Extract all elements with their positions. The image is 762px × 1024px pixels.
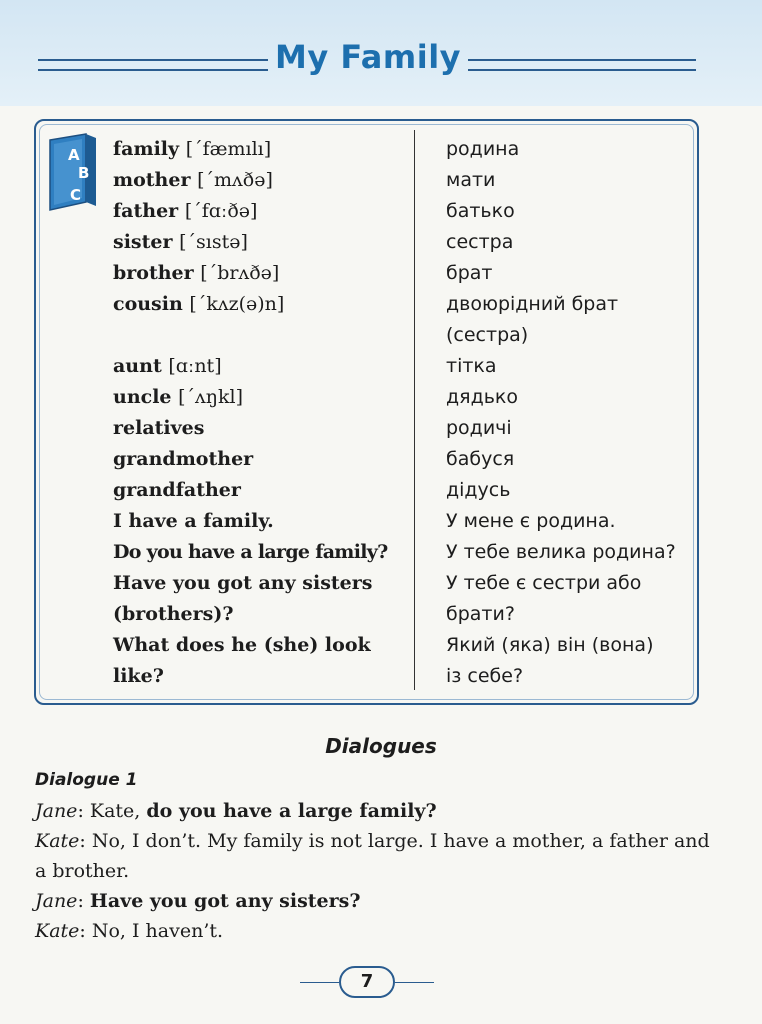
icon-letter-c: C bbox=[70, 186, 82, 204]
line-text-bold: do you have a large family? bbox=[146, 800, 437, 822]
line-text-bold: Have you got any sisters? bbox=[89, 890, 361, 912]
vocab-translation: батько bbox=[446, 200, 515, 222]
vocab-row-grandfather bbox=[0, 475, 762, 506]
vocab-phonetic: [ˊsıstə] bbox=[179, 231, 248, 253]
speaker-name: Kate bbox=[35, 830, 80, 852]
vocab-row-grandmother bbox=[0, 444, 762, 475]
vocab-word: mother bbox=[113, 169, 191, 191]
page-number-rule-left bbox=[300, 982, 339, 983]
vocab-phonetic: [ɑːnt] bbox=[168, 355, 222, 377]
vocab-phonetic: [ˊfæmılı] bbox=[185, 138, 272, 160]
line-text: Kate, bbox=[89, 800, 147, 822]
vocab-translation-line2: (сестра) bbox=[446, 324, 529, 346]
dialogue-line: Jane: Have you got any sisters? bbox=[35, 890, 361, 912]
vocab-row-relatives bbox=[0, 413, 762, 444]
speaker-name: Jane bbox=[35, 890, 78, 912]
vocab-word: grandfather bbox=[113, 479, 241, 501]
vocab-phonetic: [ˊbrʌðə] bbox=[200, 262, 280, 284]
vocab-translation: двоюрідний брат bbox=[446, 293, 619, 315]
vocab-translation: дідусь bbox=[446, 479, 511, 501]
vocab-row-cousin bbox=[0, 289, 762, 351]
vocab-translation: бабуся bbox=[446, 448, 515, 470]
vocab-row-uncle bbox=[0, 382, 762, 413]
page-number-rule-right bbox=[395, 982, 434, 983]
vocab-word: relatives bbox=[113, 417, 205, 439]
line-text: No, I don’t. My family is not large. I have a mother, a father and a brother. bbox=[35, 830, 710, 882]
vocab-row-brother bbox=[0, 258, 762, 289]
vocab-translation: родина bbox=[446, 138, 520, 160]
vocabulary-list bbox=[0, 134, 762, 692]
vocab-word: grandmother bbox=[113, 448, 254, 470]
vocab-translation: У тебе є сестри або bbox=[446, 572, 642, 594]
vocab-phrase: What does he (she) look bbox=[113, 634, 371, 656]
vocab-translation: брат bbox=[446, 262, 493, 284]
vocab-translation: сестра bbox=[446, 231, 514, 253]
vocab-word: cousin bbox=[113, 293, 183, 315]
vocab-translation: мати bbox=[446, 169, 496, 191]
dialogue-line: Kate: No, I haven’t. bbox=[35, 920, 224, 942]
dialogue-line: Kate: No, I don’t. My family is not large. I have a mother, a father and a brother. bbox=[35, 830, 710, 882]
vocab-word: aunt bbox=[113, 355, 162, 377]
icon-letter-a: A bbox=[68, 146, 80, 164]
vocab-translation-line2: із себе? bbox=[446, 665, 524, 687]
vocab-row-large-family bbox=[0, 537, 762, 568]
vocab-phrase: I have a family. bbox=[113, 510, 274, 532]
vocab-translation: родичі bbox=[446, 417, 512, 439]
dialogue-line: Jane: Kate, do you have a large family? bbox=[35, 800, 437, 822]
icon-letter-b: B bbox=[78, 164, 90, 182]
vocab-phonetic: [ˊʌŋkl] bbox=[178, 386, 244, 408]
vocab-phrase-line2: (brothers)? bbox=[113, 603, 234, 625]
vocab-phrase: Have you got any sisters bbox=[113, 572, 373, 594]
vocab-translation: дядько bbox=[446, 386, 519, 408]
vocab-row-aunt bbox=[0, 351, 762, 382]
vocab-phonetic: [ˊkʌz(ə)n] bbox=[189, 293, 285, 315]
vocab-translation: У мене є родина. bbox=[446, 510, 616, 532]
vocab-word: uncle bbox=[113, 386, 172, 408]
vocab-translation: тітка bbox=[446, 355, 497, 377]
line-text: No, I haven’t. bbox=[91, 920, 224, 942]
vocab-translation: Який (яка) він (вона) bbox=[446, 634, 654, 656]
vocab-translation: У тебе велика родина? bbox=[446, 541, 676, 563]
vocab-row-i-have-a-family bbox=[0, 506, 762, 537]
dialogue-1-title: Dialogue 1 bbox=[35, 770, 138, 790]
vocab-word: family bbox=[113, 138, 180, 160]
vocab-row-mother bbox=[0, 165, 762, 196]
vocab-phrase: Do you have a large family? bbox=[113, 541, 388, 563]
header-rule-right bbox=[468, 59, 696, 71]
header-rule-left bbox=[38, 59, 268, 71]
dialogues-heading: Dialogues bbox=[325, 734, 437, 758]
page-number: 7 bbox=[339, 966, 395, 998]
dialogue-1 bbox=[35, 796, 725, 946]
vocab-phonetic: [ˊfɑːðə] bbox=[184, 200, 258, 222]
vocab-word: brother bbox=[113, 262, 194, 284]
vocab-word: father bbox=[113, 200, 179, 222]
vocab-row-family bbox=[0, 134, 762, 165]
speaker-name: Jane bbox=[35, 800, 78, 822]
vocab-translation-line2: брати? bbox=[446, 603, 515, 625]
vocab-row-sister bbox=[0, 227, 762, 258]
page-title: My Family bbox=[274, 38, 462, 76]
vocab-row-any-sisters bbox=[0, 568, 762, 630]
vocab-phonetic: [ˊmʌðə] bbox=[197, 169, 273, 191]
vocab-row-father bbox=[0, 196, 762, 227]
speaker-name: Kate bbox=[35, 920, 80, 942]
vocab-word: sister bbox=[113, 231, 173, 253]
vocab-row-look-like bbox=[0, 630, 762, 692]
vocab-phrase-line2: like? bbox=[113, 665, 164, 687]
